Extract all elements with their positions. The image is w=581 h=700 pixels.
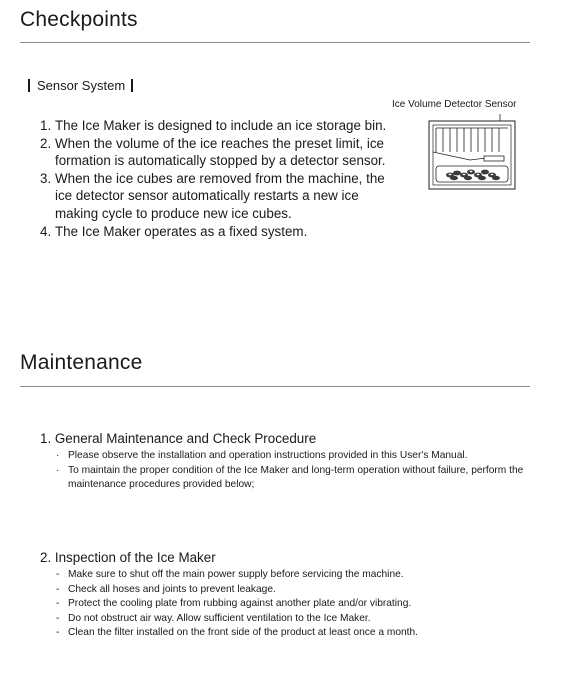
list-item [56, 449, 526, 464]
list-item [56, 612, 451, 627]
item-text: Protect the cooling plate from rubbing against another plate and/or vibrating. [68, 598, 412, 609]
item-number: 3. [40, 170, 52, 186]
subheading-left-bar [28, 79, 30, 92]
subheading-right-bar [131, 79, 133, 92]
list-item [40, 170, 400, 223]
item-text: The Ice Maker is designed to include an ice storage bin. [55, 118, 387, 133]
general-maintenance-items [56, 449, 526, 493]
inspection-items [56, 568, 451, 641]
bullet-marker: · [56, 450, 60, 461]
list-item [40, 117, 400, 135]
subheading-label: Sensor System [37, 78, 126, 93]
bullet-marker: - [56, 569, 60, 580]
sensor-system-subheading [28, 78, 133, 93]
list-item [56, 568, 451, 583]
bullet-marker: · [56, 464, 60, 476]
checkpoints-heading: Checkpoints [20, 8, 138, 31]
general-maintenance-title: 1. General Maintenance and Check Procedure [40, 431, 317, 446]
cabinet-outline [429, 121, 515, 189]
ice-volume-detector-sensor-illustration [428, 114, 518, 190]
list-item [56, 464, 526, 493]
maintenance-divider [20, 386, 530, 387]
item-text: Check all hoses and joints to prevent leakage. [68, 583, 276, 595]
item-text: Make sure to shut off the main power supply before servicing the machine. [68, 569, 404, 580]
bullet-marker: - [56, 583, 60, 595]
item-number: 4. [40, 223, 52, 239]
bullet-marker: - [56, 627, 60, 638]
item-text: Do not obstruct air way. Allow sufficient ventilation to the Ice Maker. [68, 612, 371, 624]
list-item [56, 626, 451, 641]
item-text: When the volume of the ice reaches the preset limit, ice formation is automatically stopped by a detector sensor. [55, 135, 386, 169]
list-item [56, 597, 451, 612]
list-item [40, 135, 400, 170]
sensor-bar [484, 156, 504, 161]
item-text: The Ice Maker operates as a fixed system. [55, 223, 308, 239]
sensor-system-list [40, 117, 400, 240]
item-number: 1. [40, 118, 52, 133]
list-item [40, 223, 400, 241]
item-number: 2. [40, 135, 52, 151]
maintenance-heading: Maintenance [20, 351, 143, 374]
item-text: Clean the filter installed on the front side of the product at least once a month. [68, 627, 418, 638]
bullet-marker: - [56, 598, 60, 609]
item-text: When the ice cubes are removed from the machine, the ice detector sensor automatically restarts a new ice making cycle to produce new ice cubes. [55, 170, 385, 221]
item-text: Please observe the installation and operation instructions provided in this User's Manual. [68, 450, 468, 461]
item-text: To maintain the proper condition of the Ice Maker and long-term operation without failure, perform the maintenance procedures provided below; [68, 464, 524, 490]
inspection-title: 2. Inspection of the Ice Maker [40, 550, 216, 565]
checkpoints-divider [20, 42, 530, 43]
list-item [56, 583, 451, 598]
bullet-marker: - [56, 612, 60, 624]
figure-label: Ice Volume Detector Sensor [392, 99, 517, 110]
